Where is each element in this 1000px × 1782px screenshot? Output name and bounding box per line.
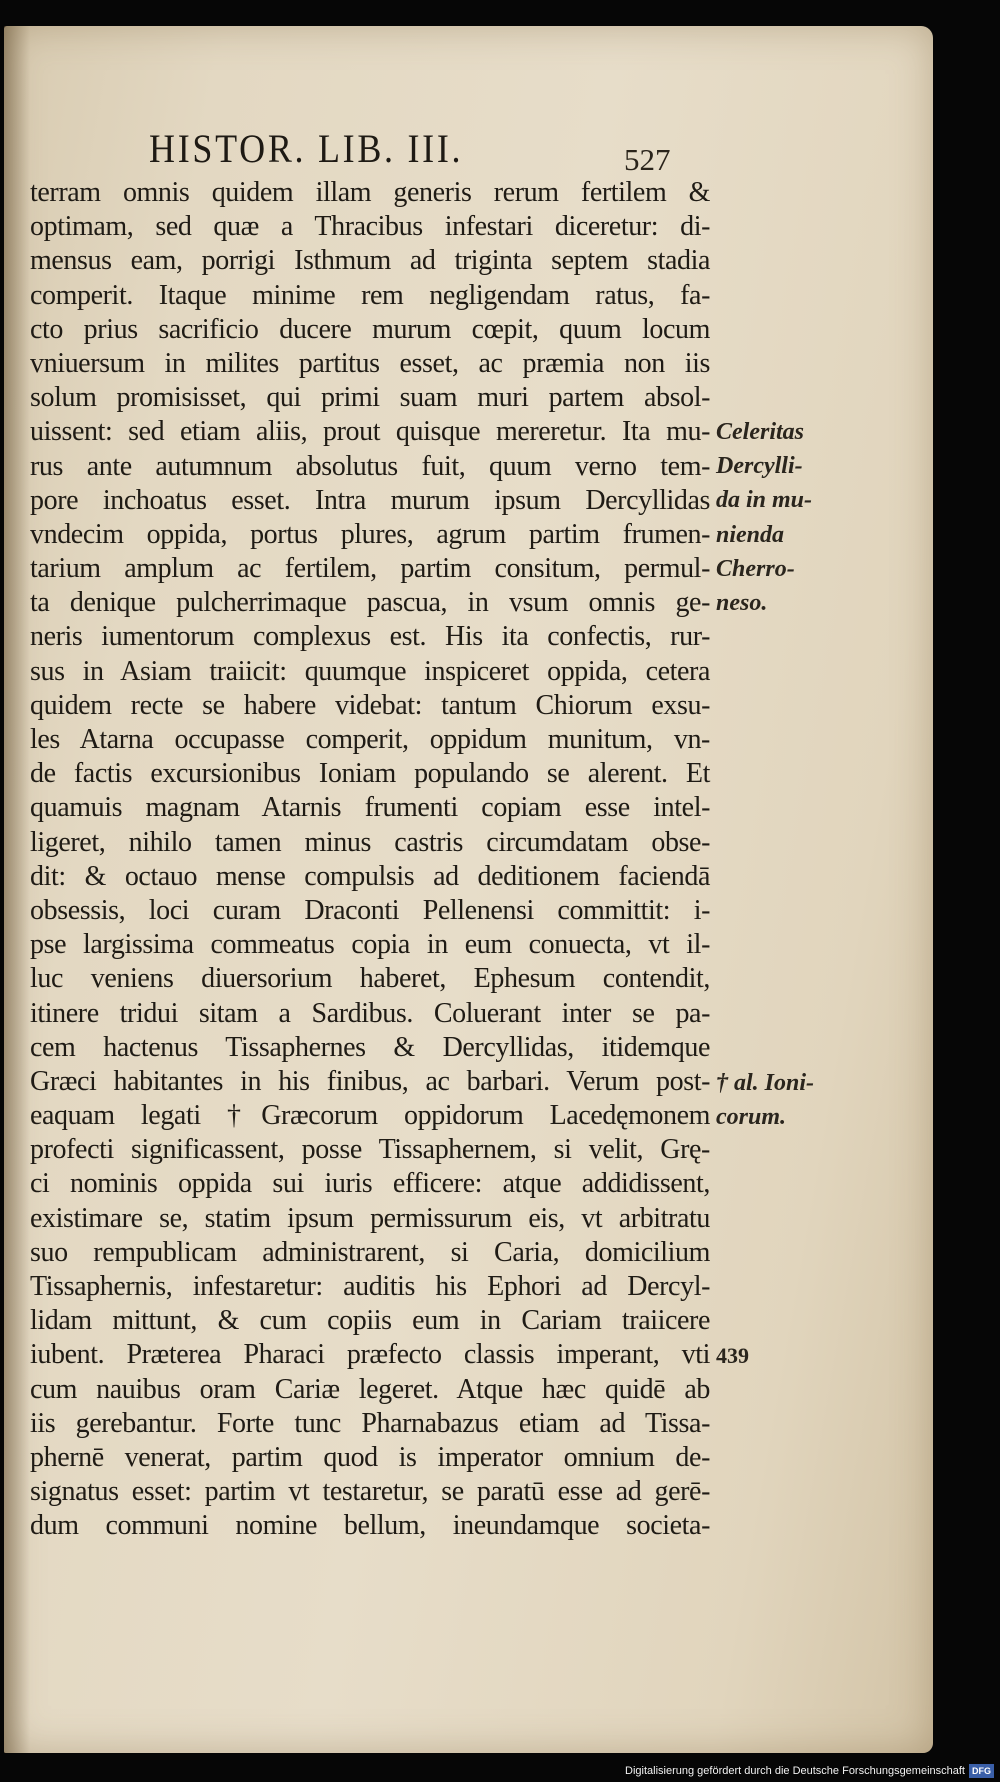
- text-line: lidam mittunt, & cum copiis eum in Cariam traiicere: [30, 1305, 710, 1337]
- marginal-note-celeritas: [716, 415, 812, 620]
- text-line: ta denique pulcherrimaque pascua, in vsum omnis ge-: [30, 587, 710, 619]
- text-line: eaquam legati †Græcorum oppidorum Lacedęmonem: [30, 1100, 710, 1132]
- marginal-line: Celeritas: [716, 419, 804, 445]
- marginal-line: Dercylli-: [716, 453, 803, 480]
- text-line: vndecim oppida, portus plures, agrum partim frumen-: [30, 518, 710, 550]
- text-line: pore inchoatus esset. Intra murum ipsum Dercyllidas: [30, 484, 710, 516]
- marginal-note-number: 439: [716, 1343, 749, 1368]
- credit-text: Digitalisierung gefördert durch die Deutsche Forschungsgemeinschaft: [625, 1765, 965, 1777]
- text-line: signatus esset: partim vt testaretur, se paratū esse ad gerē-: [30, 1476, 710, 1508]
- text-line: iubent. Præterea Pharaci præfecto classis imperant, vti: [30, 1339, 710, 1371]
- text-line: luc veniens diuersorium haberet, Ephesum contendit,: [30, 963, 710, 995]
- text-line: optimam, sed quæ a Thracibus infestari diceretur: di-: [30, 211, 710, 243]
- text-line: solum promisisset, qui primi suam muri partem absol-: [30, 382, 710, 414]
- text-line: neris iumentorum complexus est. His ita confectis, rur-: [30, 621, 710, 653]
- text-line: dum communi nomine bellum, ineundamque societa-: [30, 1510, 710, 1542]
- text-line: uissent: sed etiam aliis, prout quisque mereretur. Ita mu-: [30, 416, 710, 448]
- text-line: pse largissima commeatus copia in eum conuecta, vt il-: [30, 929, 710, 961]
- marginal-note-variant-reading: [716, 1066, 814, 1134]
- text-line: tarium amplum ac fertilem, partim consitum, permul-: [30, 553, 710, 585]
- text-line: cum nauibus oram Cariæ legeret. Atque hæc quidē ab: [30, 1373, 710, 1405]
- page-number: 527: [624, 142, 671, 177]
- marginal-line: Cherro-: [716, 555, 795, 582]
- text-line: quidem recte se habere videbat: tantum Chiorum exsu-: [30, 689, 710, 721]
- text-line: dit: & octauo mense compulsis ad deditionem faciendā: [30, 860, 710, 892]
- body-text: [30, 176, 710, 1544]
- digitization-credit: [520, 1762, 994, 1780]
- text-line: phernē venerat, partim quod is imperator omnium de-: [30, 1441, 710, 1473]
- text-line: vniuersum in milites partitus esset, ac præmia non iis: [30, 347, 710, 379]
- text-line: itinere tridui sitam a Sardibus. Coluerant inter se pa-: [30, 997, 710, 1029]
- text-line: Græci habitantes in his finibus, ac barbari. Verum post-: [30, 1065, 710, 1097]
- text-line: terram omnis quidem illam generis rerum fertilem &: [30, 177, 710, 208]
- text-line: quamuis magnam Atarnis frumenti copiam esse intel-: [30, 792, 710, 824]
- text-line: Tissaphernis, infestaretur: auditis his Ephori ad Dercyl-: [30, 1271, 710, 1302]
- text-line: les Atarna occupasse comperit, oppidum munitum, vn-: [30, 724, 710, 755]
- marginal-line: nienda: [716, 521, 785, 548]
- text-line: sus in Asiam traiicit: quumque inspiceret oppida, cetera: [30, 655, 710, 687]
- marginal-line: neso.: [716, 590, 768, 617]
- text-line: cto prius sacrificio ducere murum cœpit, quum locum: [30, 313, 710, 345]
- text-line: ligeret, nihilo tamen minus castris circumdatam obse-: [30, 826, 710, 858]
- text-line: comperit. Itaque minime rem negligendam ratus, fa-: [30, 279, 710, 311]
- marginal-line: corum.: [716, 1104, 787, 1131]
- running-title: HISTOR. LIB. III.: [149, 126, 464, 171]
- text-line: obsessis, loci curam Draconti Pellenensi committit: i-: [30, 894, 710, 926]
- text-line: iis gerebantur. Forte tunc Pharnabazus etiam ad Tissa-: [30, 1407, 710, 1439]
- text-line: rus ante autumnum absolutus fuit, quum verno tem-: [30, 450, 710, 482]
- marginal-line: † al. Ioni-: [716, 1070, 815, 1096]
- text-line: de factis excursionibus Ioniam populando se alerent. Et: [30, 758, 710, 790]
- marginal-line: da in mu-: [716, 487, 813, 514]
- text-line: mensus eam, porrigi Isthmum ad triginta septem stadia: [30, 245, 710, 277]
- text-line: profecti significassent, posse Tissaphernem, si velit, Grę-: [30, 1134, 710, 1166]
- text-line: suo rempublicam administrarent, si Caria, domicilium: [30, 1236, 710, 1268]
- text-line: cem hactenus Tissaphernes & Dercyllidas, itidemque: [30, 1031, 710, 1063]
- text-line: existimare se, statim ipsum permissurum eis, vt arbitratu: [30, 1202, 710, 1234]
- text-line: ci nominis oppida sui iuris efficere: atque addidissent,: [30, 1168, 710, 1200]
- dfg-logo: DFG: [969, 1764, 994, 1778]
- book-page: [4, 26, 933, 1753]
